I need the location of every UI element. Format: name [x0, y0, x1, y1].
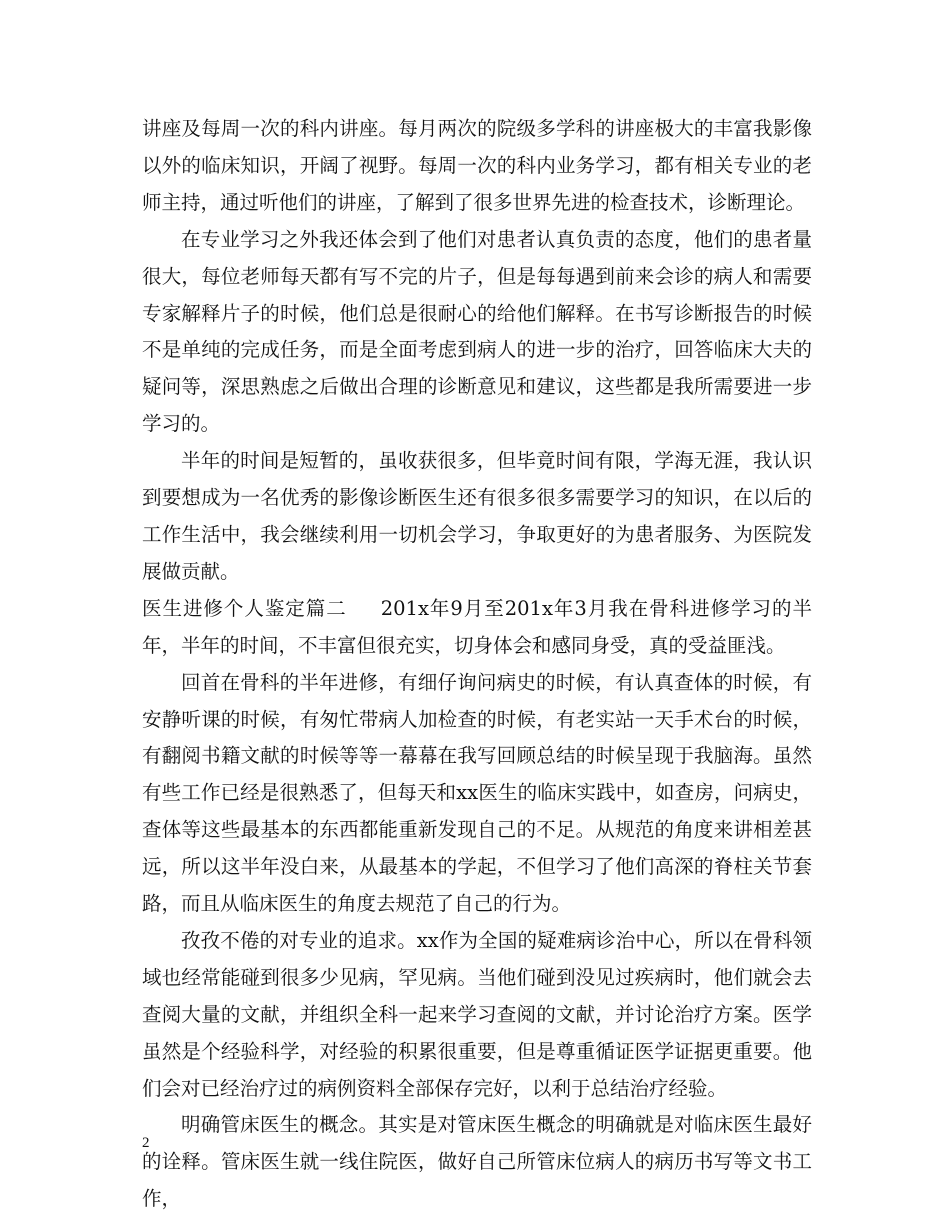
paragraph-2-text: 在专业学习之外我还体会到了他们对患者认真负责的态度，他们的患者量很大，每位老师每天都有写不完的片子，但是每每遇到前来会诊的病人和需要专家解释片子的时候，他们总是很耐心的给他们解释。在书写诊断报告的时候不是单纯的完成任务，而是全面考虑到病人的进一步的治疗，回答临床大夫的疑问等，深思熟虑之后做出合理的诊断意见和建议，这些都是我所需要进一步学习的。 — [142, 227, 812, 436]
page-number: 2 — [142, 1135, 150, 1151]
paragraph-1 — [142, 111, 812, 222]
paragraph-7 — [142, 1107, 812, 1218]
paragraph-6-text: 孜孜不倦的对专业的追求。xx作为全国的疑难病诊治中心，所以在骨科领域也经常能碰到很多少见病，罕见病。当他们碰到没见过疾病时，他们就会去查阅大量的文献，并组织全科一起来学习查阅的文献，并讨论治疗方案。医学虽然是个经验科学，对经验的积累很重要，但是尊重循证医学证据更重要。他们会对已经治疗过的病例资料全部保存完好，以利于总结治疗经验。 — [142, 928, 812, 1100]
paragraph-3 — [142, 443, 812, 591]
section-heading: 医生进修个人鉴定篇二 — [142, 596, 347, 620]
document-body — [142, 111, 812, 1218]
paragraph-5-text: 回首在骨科的半年进修，有细仔询问病史的时候，有认真查体的时候，有安静听课的时候，有匆忙带病人加检查的时候，有老实站一天手术台的时候，有翻阅书籍文献的时候等等一幕幕在我写回顾总结的时候呈现于我脑海。虽然有些工作已经是很熟悉了，但每天和xx医生的临床实践中，如查房，问病史，查体等这些最基本的东西都能重新发现自己的不足。从规范的角度来讲相差甚远，所以这半年没白来，从最基本的学起，不但学习了他们高深的脊柱关节套路，而且从临床医生的角度去规范了自己的行为。 — [142, 670, 812, 916]
paragraph-4-text: 201x年9月至201x年3月我在骨科进修学习的半年，半年的时间，不丰富但很充实，切身体会和感同身受，真的受益匪浅。 — [142, 596, 812, 657]
paragraph-2 — [142, 222, 812, 443]
paragraph-5 — [142, 665, 812, 923]
paragraph-6 — [142, 923, 812, 1108]
paragraph-1-text: 讲座及每周一次的科内讲座。每月两次的院级多学科的讲座极大的丰富我影像以外的临床知识，开阔了视野。每周一次的科内业务学习，都有相关专业的老师主持，通过听他们的讲座，了解到了很多世界先进的检查技术，诊断理论。 — [142, 117, 812, 214]
paragraph-7-text: 明确管床医生的概念。其实是对管床医生概念的明确就是对临床医生最好的诠释。管床医生就一线住院医，做好自己所管床位病人的病历书写等文书工作， — [142, 1113, 812, 1211]
paragraph-3-text: 半年的时间是短暂的，虽收获很多，但毕竟时间有限，学海无涯，我认识到要想成为一名优秀的影像诊断医生还有很多很多需要学习的知识，在以后的工作生活中，我会继续利用一切机会学习，争取更好的为患者服务、为医院发展做贡献。 — [142, 449, 812, 583]
paragraph-4 — [142, 591, 812, 665]
